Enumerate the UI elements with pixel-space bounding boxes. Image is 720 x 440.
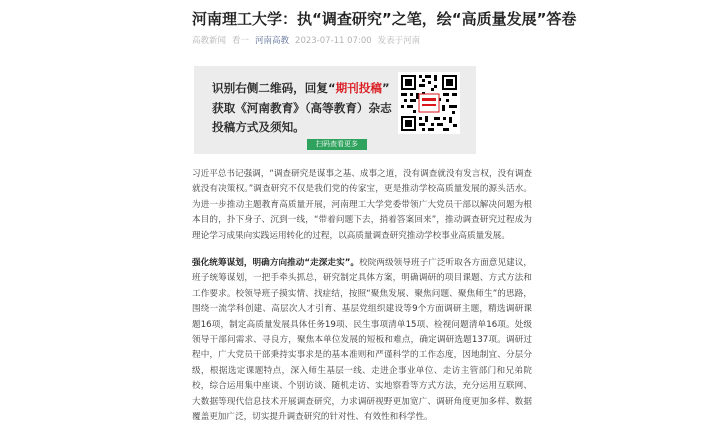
banner-text (212, 79, 392, 138)
section-lead: 强化统筹谋划，明确方向推动“走深走实”。 (192, 258, 360, 269)
publish-location: 发表于河南 (377, 36, 421, 46)
banner-line-1: 识别右侧二维码，回复“期刊投稿” (212, 81, 390, 95)
keyword-highlight: 期刊投稿 (335, 81, 382, 95)
banner-line-2: 获取《河南教育》（高等教育）杂志 (212, 100, 392, 115)
paragraph-intro: 习近平总书记强调，“调查研究是谋事之基、成事之道，没有调查就没有发言权，没有调查就没有决策权。”调查研究不仅是我们党的传家宝，更是推动学校高质量发展的源头活水。为进一步推动主题教育高质量开展，河南理工大学党委带领广大党员干部以解决问题为根本目的，扑下身子、沉到一线，“带着问题下去，捎着答案回来”，推动调查研究过程成为理论学习成果向实践运用转化的过程，以高质量调查研究推动学校事业高质量发展。 (192, 169, 532, 241)
article-meta (192, 35, 532, 47)
paragraph-section-1 (192, 256, 532, 425)
scan-more-button[interactable]: 扫码查看更多 (307, 139, 367, 150)
submission-banner (194, 66, 476, 154)
article-title: 河南理工大学：执“调查研究”之笔，绘“高质量发展”答卷 (192, 10, 577, 28)
qr-code-icon[interactable] (398, 72, 460, 134)
article (192, 8, 577, 426)
account-link[interactable]: 河南高教 (255, 36, 290, 46)
publish-time: 2023-07-11 07:00 (295, 36, 372, 46)
section-body: 校院两级领导班子广泛听取各方面意见建议，班子统筹谋划，一把手牵头抓总，研究制定具体方案，明确调研的项目课题、方式方法和工作要求。校领导班子摸实情、找症结，按照“聚焦发展、聚焦问题、聚焦师生”的思路，围绕一流学科创建、高层次人才引育、基层党组织建设等9个方面调研主题，精选调研课题16项，制定高质量发展具体任务19项、民生事项清单15项、检视问题清单16项。处级领导干部问需求、寻良方，聚焦本单位发展的短板和难点，确定调研选题137项。调研过程中，广大党员干部秉持实事求是的基本准则和严谨科学的工作态度，因地制宜、分层分级，根据选定课题特点，深入师生基层一线、走进企事业单位、走访主管部门和兄弟院校，综合运用集中座谈、个别访谈、随机走访、实地察看等方式方法，充分运用互联网、大数据等现代信息技术开展调查研究，力求调研视野更加宽广、调研角度更加多样、数据覆盖更加广泛，切实提升调查研究的针对性、有效性和科学性。 (192, 258, 532, 423)
banner-line-3: 投稿方式及须知。 (212, 120, 305, 134)
meta-watch: 看一 (232, 36, 250, 46)
meta-source: 高教新闻 (192, 36, 227, 46)
